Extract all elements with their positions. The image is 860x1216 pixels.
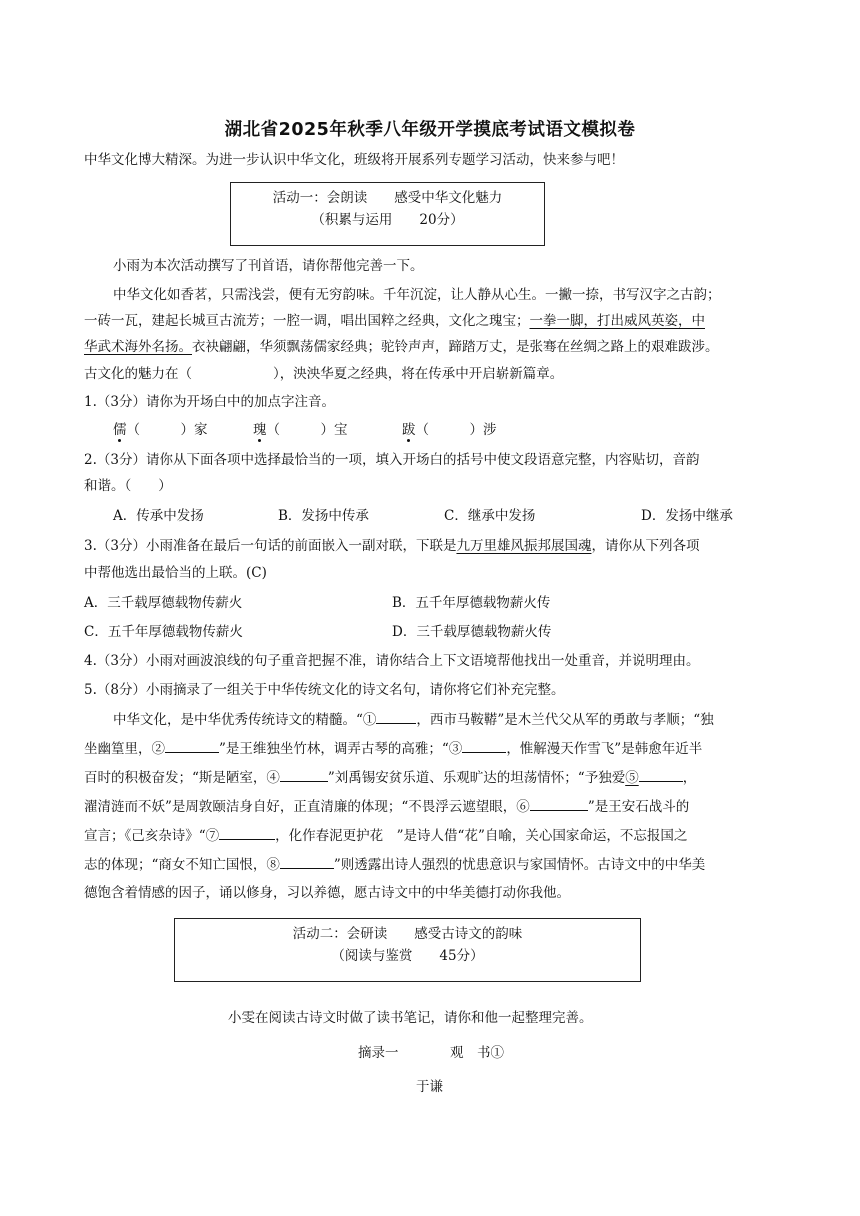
poem-title: 观 书① [450,1045,504,1061]
q2-stem-2: 和谐。（ ） [84,478,172,494]
q5-para-line-4 [84,796,689,817]
q5-stem: 5.（8分）小雨摘录了一组关于中华传统文化的诗文名句，请你将它们补充完整。 [84,682,565,698]
q3-stem-text-end: ，请你从下列各项 [591,538,700,554]
q5-text: 濯清涟而不妖”是周敦颐洁身自好，正直清廉的体现；“不畏浮云遮望眼，⑥ [84,799,530,815]
fill-blank-7[interactable] [219,825,275,840]
fill-blank-4[interactable] [280,767,328,782]
pinyin-blank[interactable]: （ ） [126,422,194,438]
q3-stem-text: 3.（3分）小雨准备在最后一句话的前面嵌入一副对联，下联是 [84,538,457,554]
q3-option-c[interactable]: C．五千年厚德载物传薪火 [84,624,243,640]
passage-line-4: 古文化的魅力在（ ），泱泱华夏之经典，将在传承中开启崭新篇章。 [84,366,564,382]
wavy-sentence-part2: 华武术海外名扬。 [84,339,192,355]
activity1-heading: 活动一：会朗读 感受中华文化魅力 [272,190,503,206]
q2-stem-1: 2.（3分）请你从下面各项中选择最恰当的一项，填入开场白的括号中使文段语意完整，内容贴切，音韵 [84,452,700,468]
passage-line-2-text: 一砖一瓦，建起长城亘古流芳；一腔一调，唱出国粹之经典，文化之瑰宝； [84,313,530,329]
q5-text: ⑤ [625,770,639,786]
q3-stem-2: 中帮他选出最恰当的上联。(C) [84,565,267,581]
q5-text: ”是王安石战斗的 [587,799,690,815]
q5-text: ，化作春泥更护花 ”是诗人借“花”自喻，关心国家命运，不忘报国之 [275,828,688,844]
fill-blank-8[interactable] [280,854,334,869]
passage-line-3-text: 衣袂翩翩，华须飘荡儒家经典；驼铃声声，蹄踏万丈，是张骞在丝绸之路上的艰难跋涉。 [192,339,719,355]
fill-blank-6[interactable] [530,796,588,811]
passage-line-3 [84,337,719,357]
q5-para-line-3 [84,767,696,788]
fill-blank-5[interactable] [639,767,683,782]
couplet-lower: 九万里雄风振邦展国魂 [456,538,592,554]
q1-stem: 1.（3分）请你为开场白中的加点字注音。 [84,394,335,410]
q5-para-line-2 [84,738,702,759]
wavy-sentence-part1: 一拳一脚，打出威风英姿，中 [529,313,705,329]
q1-item-3 [402,420,497,440]
q2-option-a[interactable]: A．传承中发扬 [113,508,204,524]
q1-item-1 [113,420,208,440]
fill-blank-3[interactable] [462,738,506,753]
passage-line-2 [84,311,705,331]
q5-para-line-7: 德饱含着情感的因子，诵以修身，习以养德，愿古诗文中的中华美德打动你我他。 [84,885,570,901]
q5-text: ， [682,770,697,786]
q3-stem-1 [84,536,699,556]
fill-blank-1[interactable] [376,709,416,724]
q2-option-d[interactable]: D．发扬中继承 [641,508,733,524]
activity2-score: （阅读与鉴赏 45分） [331,948,484,964]
q5-para-line-1 [113,709,714,730]
q5-text: 百时的积极奋发；“斯是陋室，④ [84,770,280,786]
activity1-score: （积累与运用 20分） [311,212,464,228]
q5-para-line-5 [84,825,687,846]
q5-text: ”是王维独坐竹林，调弄古琴的高雅；“③ [219,741,463,757]
lead-text-1: 小雨为本次活动撰写了刊首语，请你帮他完善一下。 [113,258,424,274]
q1-item-2 [253,420,348,440]
q5-text: ”则透露出诗人强烈的忧患意识与家国情怀。古诗文中的中华美 [333,857,706,873]
q4-stem: 4.（3分）小雨对画波浪线的句子重音把握不准，请你结合上下文语境帮他找出一处重音，并说明理由。 [84,653,700,669]
intro-text: 中华文化博大精深。为进一步认识中华文化，班级将开展系列专题学习活动，快来参与吧！ [84,152,624,168]
poem-author: 于谦 [416,1079,443,1095]
excerpt-label: 摘录一 [358,1045,399,1061]
fill-blank-2[interactable] [165,738,219,753]
word-rest: 涉 [483,422,497,438]
q5-text: ，西市马鞍鞯”是木兰代父从军的勇敢与孝顺；“独 [416,712,714,728]
dotted-char: 瑰 [253,422,267,438]
pinyin-blank[interactable]: （ ） [266,422,334,438]
q2-option-b[interactable]: B．发扬中传承 [278,508,369,524]
q5-text: 宣言；《己亥杂诗》“⑦ [84,828,220,844]
q5-text: 坐幽篁里，② [84,741,165,757]
activity1-box [230,182,545,246]
word-rest: 家 [194,422,208,438]
q3-option-a[interactable]: A．三千载厚德载物传薪火 [84,595,243,611]
q5-text: 中华文化，是中华优秀传统诗文的精髓。“① [113,712,377,728]
dotted-char: 儒 [113,422,127,438]
q5-para-line-6 [84,854,705,875]
q5-text: 志的体现；“商女不知亡国恨，⑧ [84,857,280,873]
q2-option-c[interactable]: C．继承中发扬 [444,508,536,524]
page-title: 湖北省2025年秋季八年级开学摸底考试语文模拟卷 [224,120,636,140]
q5-text: ，惟解漫天作雪飞”是韩愈年近半 [506,741,703,757]
word-rest: 宝 [334,422,348,438]
activity2-box [174,918,641,982]
lead-text-2: 小雯在阅读古诗文时做了读书笔记，请你和他一起整理完善。 [228,1010,593,1026]
q3-option-b[interactable]: B．五千年厚德载物薪火传 [392,595,551,611]
pinyin-blank[interactable]: （ ） [415,422,483,438]
passage-line-1: 中华文化如香茗，只需浅尝，便有无穷韵味。千年沉淀，让人静从心生。一撇一捺，书写汉字之古韵； [113,287,721,303]
activity2-heading: 活动二：会研读 感受古诗文的韵味 [292,926,523,942]
q5-text: ”刘禹锡安贫乐道、乐观旷达的坦荡情怀；“予独爱 [327,770,626,786]
q3-option-d[interactable]: D．三千载厚德载物薪火传 [392,624,552,640]
dotted-char: 跋 [402,422,416,438]
